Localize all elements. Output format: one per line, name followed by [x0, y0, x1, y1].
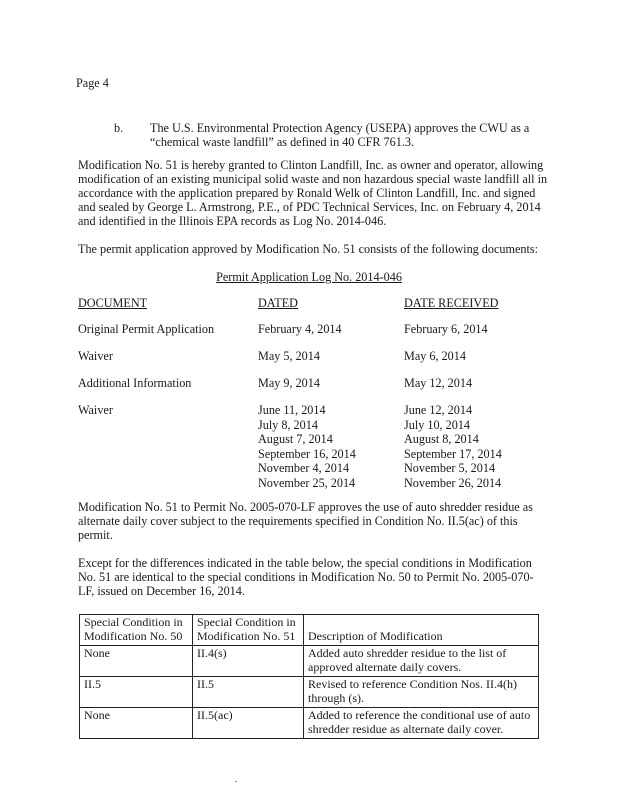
dated-entry: June 11, 2014 [258, 403, 326, 417]
item-text: The U.S. Environmental Protection Agency (USEPA) approves the CWU as a “chemical waste landfill” as defined in 40 CFR 761.3. [150, 121, 530, 149]
table-header-cell: Special Condition in Modification No. 51 [193, 615, 304, 646]
page-mark: . [235, 774, 238, 784]
table-cell: II.5(ac) [193, 708, 304, 739]
page-number: Page 4 [76, 76, 109, 90]
received-entry: November 26, 2014 [404, 475, 502, 490]
modifications-table [79, 614, 539, 739]
doc-row-2-dated: May 5, 2014 [258, 349, 320, 363]
dated-entry: November 25, 2014 [258, 475, 356, 490]
doc-row-1-document: Original Permit Application [78, 322, 215, 336]
differences-paragraph: Except for the differences indicated in the table below, the special conditions in Modification No. 51 are identical to the special conditions in Modification No. 50 to Permit No. 2005-070-LF, issued on December 16, 2014. [78, 556, 534, 598]
column-header-document: DOCUMENT [78, 296, 148, 310]
doc-row-1-dated: February 4, 2014 [258, 322, 342, 336]
received-entry: November 5, 2014 [404, 461, 496, 476]
received-entry: July 10, 2014 [404, 417, 471, 432]
received-entry: September 17, 2014 [404, 446, 502, 461]
table-row [80, 677, 539, 708]
table-cell: Added to reference the conditional use of auto shredder residue as alternate daily cover. [304, 708, 539, 739]
doc-row-3-received: May 12, 2014 [404, 376, 473, 390]
doc-row-1-received: February 6, 2014 [404, 322, 488, 336]
doc-row-4-received-list [404, 403, 502, 491]
item-letter: b. [114, 121, 124, 135]
table-row [80, 708, 539, 739]
received-entry: June 12, 2014 [404, 403, 473, 417]
doc-row-3-document: Additional Information [78, 376, 192, 390]
permit-log-title: Permit Application Log No. 2014-046 [216, 270, 402, 284]
modification-paragraph: Modification No. 51 is hereby granted to Clinton Landfill, Inc. as owner and operator, allowing modification of an existing municipal solid waste and non hazardous special waste landfill all in accordance with the application prepared by Ronald Welk of Clinton Landfill, Inc. and signed and sealed by George L. Armstrong, P.E., of PDC Technical Services, Inc. on February 4, 2014 and identified in the Illinois EPA records as Log No. 2014-046. [78, 158, 548, 228]
table-cell: II.4(s) [193, 646, 304, 677]
dated-entry: July 8, 2014 [258, 417, 318, 432]
documents-intro: The permit application approved by Modification No. 51 consists of the following documents: [78, 242, 538, 256]
dated-entry: November 4, 2014 [258, 461, 350, 476]
doc-row-4-document: Waiver [78, 403, 113, 417]
column-header-received: DATE RECEIVED [404, 296, 499, 310]
table-cell: None [80, 646, 193, 677]
table-cell: Added auto shredder residue to the list of approved alternate daily covers. [304, 646, 539, 677]
table-row [80, 646, 539, 677]
table-header-cell: Special Condition in Modification No. 50 [80, 615, 193, 646]
table-cell: II.5 [193, 677, 304, 708]
table-cell: None [80, 708, 193, 739]
doc-row-4-dated-list [258, 403, 356, 491]
doc-row-2-received: May 6, 2014 [404, 349, 466, 363]
dated-entry: September 16, 2014 [258, 446, 356, 461]
dated-entry: August 7, 2014 [258, 432, 333, 447]
asr-approval-paragraph: Modification No. 51 to Permit No. 2005-070-LF approves the use of auto shredder residue as alternate daily cover subject to the requirements specified in Condition No. II.5(ac) of this permit. [78, 500, 533, 542]
table-header-cell: Description of Modification [304, 615, 539, 646]
table-header-row [80, 615, 539, 646]
column-header-dated: DATED [258, 296, 298, 310]
table-cell: II.5 [80, 677, 193, 708]
table-cell: Revised to reference Condition Nos. II.4(h) through (s). [304, 677, 539, 708]
doc-row-3-dated: May 9, 2014 [258, 376, 320, 390]
received-entry: August 8, 2014 [404, 432, 479, 447]
doc-row-2-document: Waiver [78, 349, 113, 363]
